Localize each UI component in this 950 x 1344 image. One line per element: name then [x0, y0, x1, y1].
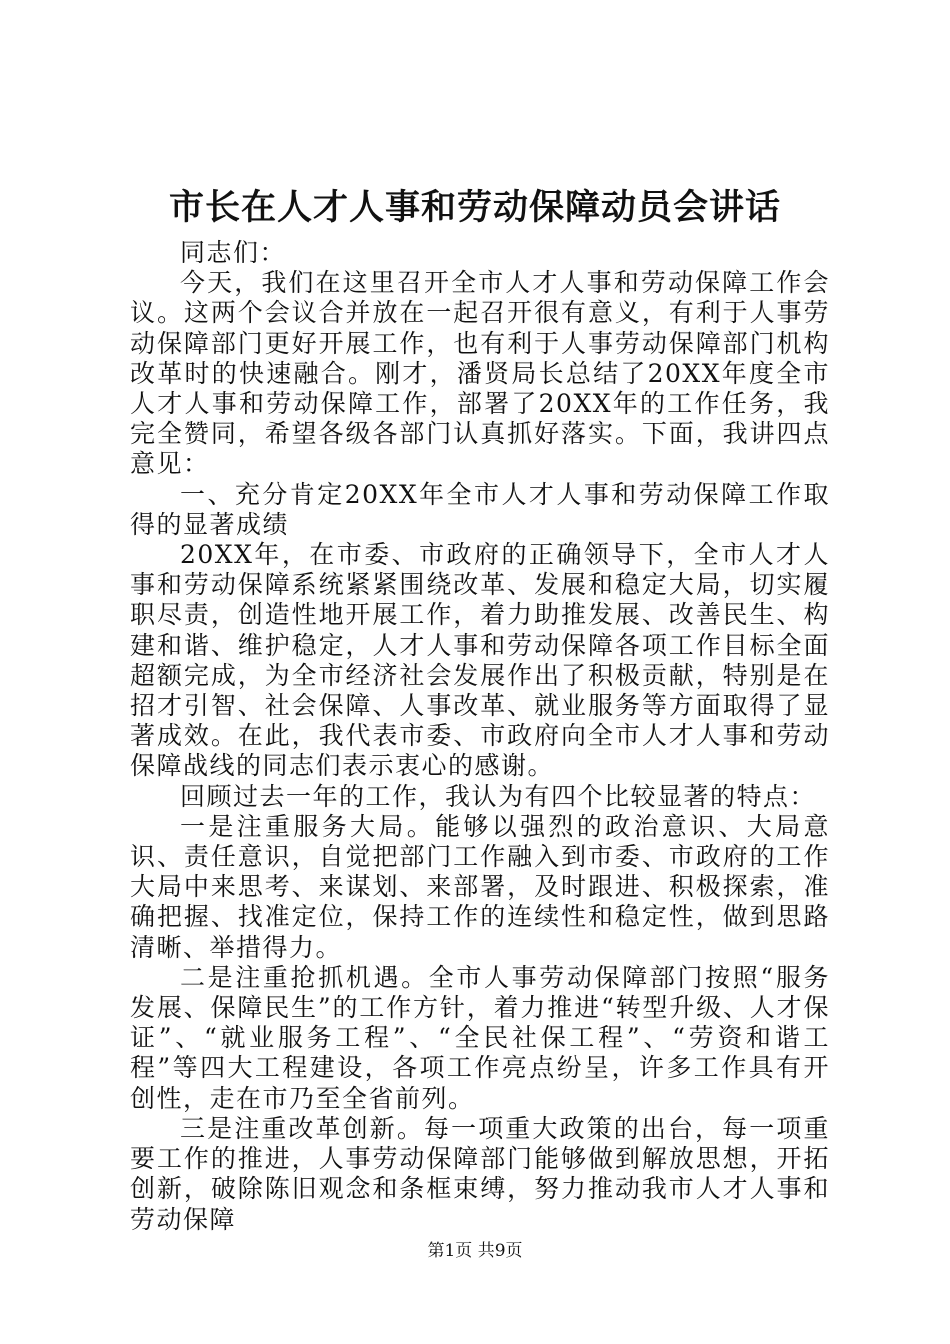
paragraph: 今天，我们在这里召开全市人才人事和劳动保障工作会议。这两个会议合并放在一起召开很有意义，有利于人事劳动保障部门更好开展工作，也有利于人事劳动保障部门机构改革时的快速融合。刚才，潘贤局长总结了20XX年度全市人才人事和劳动保障工作，部署了20XX年的工作任务，我完全赞同，希望各级各部门认真抓好落实。下面，我讲四点意见： [130, 268, 830, 479]
section-heading: 一、充分肯定20XX年全市人才人事和劳动保障工作取得的显著成绩 [130, 479, 830, 539]
paragraph: 一是注重服务大局。能够以强烈的政治意识、大局意识、责任意识，自觉把部门工作融入到市委、市政府的工作大局中来思考、来谋划、来部署，及时跟进、积极探索，准确把握、找准定位，保持工作的连续性和稳定性，做到思路清晰、举措得力。 [130, 811, 830, 962]
salutation: 同志们： [180, 238, 287, 267]
paragraph: 二是注重抢抓机遇。全市人事劳动保障部门按照“服务发展、保障民生”的工作方针，着力推进“转型升级、人才保证”、“就业服务工程”、“全民社保工程”、“劳资和谐工程”等四大工程建设，各项工作亮点纷呈，许多工作具有开创性，走在市乃至全省前列。 [130, 962, 830, 1113]
document-title: 市长在人才人事和劳动保障动员会讲话 [168, 187, 781, 228]
paragraph: 回顾过去一年的工作，我认为有四个比较显著的特点： [180, 781, 817, 811]
document-body [130, 238, 830, 1235]
paragraph: 20XX年，在市委、市政府的正确领导下，全市人才人事和劳动保障系统紧紧围绕改革、发展和稳定大局，切实履职尽责，创造性地开展工作，着力助推发展、改善民生、构建和谐、维护稳定，人才人事和劳动保障各项工作目标全面超额完成，为全市经济社会发展作出了积极贡献，特别是在招才引智、社会保障、人事改革、就业服务等方面取得了显著成效。在此，我代表市委、市政府向全市人才人事和劳动保障战线的同志们表示衷心的感谢。 [130, 540, 830, 781]
page-number-footer: 第1页 共9页 [427, 1241, 523, 1261]
paragraph: 三是注重改革创新。每一项重大政策的出台，每一项重要工作的推进，人事劳动保障部门能够做到解放思想，开拓创新，破除陈旧观念和条框束缚，努力推动我市人才人事和劳动保障 [130, 1113, 830, 1234]
